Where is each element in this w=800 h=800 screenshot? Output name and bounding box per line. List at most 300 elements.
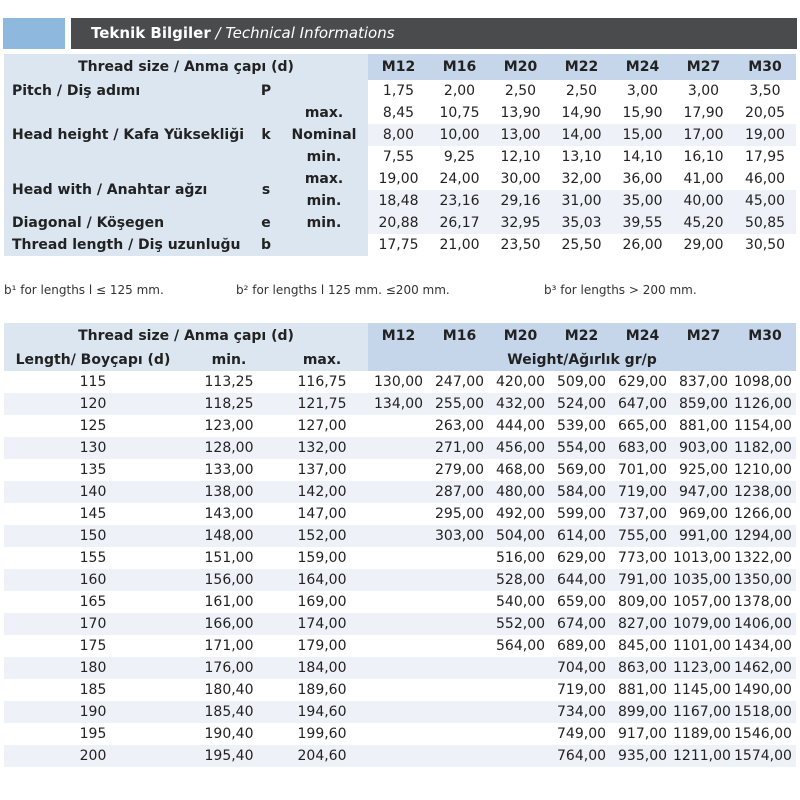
weight-cell: 524,00 [551,393,612,415]
weight-cell [429,635,490,657]
technical-table [4,54,796,256]
max-cell: 142,00 [276,481,368,503]
length-cell: 195 [4,723,182,745]
thread-length-row [4,234,796,256]
length-cell: 150 [4,525,182,547]
max-cell: 116,75 [276,371,368,393]
weight-cell: 704,00 [551,657,612,679]
head-height-symbol: k [252,102,280,168]
value-cell: 14,90 [551,102,612,124]
header-row [4,323,796,349]
min-cell: 156,00 [182,569,276,591]
weight-cell [368,657,429,679]
max-cell: 169,00 [276,591,368,613]
weight-row [4,635,796,657]
weight-row [4,393,796,415]
weight-cell: 719,00 [612,481,673,503]
value-cell: 2,00 [429,80,490,102]
weight-cell [368,679,429,701]
weight-row [4,459,796,481]
weight-cell: 614,00 [551,525,612,547]
min-cell: 166,00 [182,613,276,635]
size-header-m16: M16 [429,323,490,349]
size-header-m22: M22 [551,54,612,80]
value-cell: 46,00 [734,168,796,190]
footnote-b3: b³ for lengths > 200 mm. [544,283,697,297]
value-cell: 12,10 [490,146,551,168]
value-cell: 14,00 [551,124,612,146]
value-cell: 23,16 [429,190,490,212]
weight-cell: 837,00 [673,371,734,393]
size-header-m30: M30 [734,54,796,80]
weight-cell: 271,00 [429,437,490,459]
diagonal-symbol: e [252,212,280,234]
max-cell: 174,00 [276,613,368,635]
footnotes [4,283,796,301]
length-cell: 200 [4,745,182,767]
value-cell: 26,00 [612,234,673,256]
weight-cell: 1238,00 [734,481,796,503]
header-title-en: Technical Informations [225,24,395,42]
min-cell: 143,00 [182,503,276,525]
weight-cell [368,701,429,723]
header-title-tr: Teknik Bilgiler [91,24,211,42]
weight-cell: 644,00 [551,569,612,591]
length-cell: 135 [4,459,182,481]
weight-cell: 1154,00 [734,415,796,437]
weight-cell [368,569,429,591]
weight-cell: 1574,00 [734,745,796,767]
size-header-m24: M24 [612,54,673,80]
value-cell: 16,10 [673,146,734,168]
size-header-m12: M12 [368,323,429,349]
weight-row [4,701,796,723]
weight-cell: 1167,00 [673,701,734,723]
value-cell: 45,00 [734,190,796,212]
value-cell: 15,00 [612,124,673,146]
value-cell: 15,90 [612,102,673,124]
weight-cell: 1462,00 [734,657,796,679]
weight-cell: 881,00 [673,415,734,437]
value-cell: 39,55 [612,212,673,234]
max-cell: 137,00 [276,459,368,481]
weight-cell: 969,00 [673,503,734,525]
weight-cell [368,459,429,481]
qualifier-cell: max. [280,102,368,124]
value-cell: 26,17 [429,212,490,234]
value-cell: 3,00 [673,80,734,102]
weight-cell: 749,00 [551,723,612,745]
weight-cell: 629,00 [612,371,673,393]
max-cell: 159,00 [276,547,368,569]
weight-cell: 917,00 [612,723,673,745]
thread-length-label: Thread length / Diş uzunluğu [4,234,252,256]
weight-row [4,679,796,701]
weight-cell [368,723,429,745]
size-header-m27: M27 [673,323,734,349]
min-cell: 190,40 [182,723,276,745]
max-cell: 199,60 [276,723,368,745]
weight-cell: 791,00 [612,569,673,591]
size-header-m22: M22 [551,323,612,349]
header-title: Teknik Bilgiler / Technical Informations [71,18,797,49]
max-cell: 152,00 [276,525,368,547]
weight-cell [490,657,551,679]
weight-cell: 809,00 [612,591,673,613]
qualifier-cell [280,80,368,102]
length-cell: 125 [4,415,182,437]
length-cell: 115 [4,371,182,393]
weight-cell: 647,00 [612,393,673,415]
max-cell: 184,00 [276,657,368,679]
weight-cell: 737,00 [612,503,673,525]
length-cell: 155 [4,547,182,569]
weight-cell: 552,00 [490,613,551,635]
weight-cell: 564,00 [490,635,551,657]
weight-cell: 1057,00 [673,591,734,613]
value-cell: 20,05 [734,102,796,124]
value-cell: 29,00 [673,234,734,256]
weight-cell [368,635,429,657]
value-cell: 30,00 [490,168,551,190]
weight-cell: 456,00 [490,437,551,459]
min-cell: 151,00 [182,547,276,569]
length-cell: 165 [4,591,182,613]
weight-cell [429,701,490,723]
weight-cell: 1490,00 [734,679,796,701]
weight-label: Weight/Ağırlık gr/p [368,349,796,371]
weight-row [4,591,796,613]
weight-cell: 504,00 [490,525,551,547]
weight-cell: 1035,00 [673,569,734,591]
value-cell: 35,03 [551,212,612,234]
weight-cell: 584,00 [551,481,612,503]
weight-cell: 432,00 [490,393,551,415]
weight-cell: 255,00 [429,393,490,415]
weight-cell [429,745,490,767]
thread-size-label: Thread size / Anma çapı (d) [4,54,368,80]
weight-cell: 554,00 [551,437,612,459]
head-height-row [4,102,796,124]
size-header-m12: M12 [368,54,429,80]
weight-cell [368,503,429,525]
value-cell: 35,00 [612,190,673,212]
pitch-row [4,80,796,102]
weight-cell: 263,00 [429,415,490,437]
value-cell: 13,10 [551,146,612,168]
value-cell: 30,50 [734,234,796,256]
value-cell: 24,00 [429,168,490,190]
max-cell: 132,00 [276,437,368,459]
min-cell: 176,00 [182,657,276,679]
weight-cell: 1350,00 [734,569,796,591]
min-cell: 128,00 [182,437,276,459]
weight-cell: 509,00 [551,371,612,393]
length-cell: 185 [4,679,182,701]
value-cell: 7,55 [368,146,429,168]
min-cell: 148,00 [182,525,276,547]
section-header [3,18,797,49]
weight-cell: 279,00 [429,459,490,481]
weight-cell: 1266,00 [734,503,796,525]
value-cell: 3,50 [734,80,796,102]
max-cell: 147,00 [276,503,368,525]
weight-cell: 130,00 [368,371,429,393]
weight-cell: 899,00 [612,701,673,723]
weight-cell: 903,00 [673,437,734,459]
min-cell: 180,40 [182,679,276,701]
diagonal-label: Diagonal / Köşegen [4,212,252,234]
value-cell: 19,00 [734,124,796,146]
min-cell: 133,00 [182,459,276,481]
weight-row [4,723,796,745]
weight-cell: 468,00 [490,459,551,481]
footnote-b1: b¹ for lengths l ≤ 125 mm. [4,283,164,297]
min-cell: 161,00 [182,591,276,613]
weight-cell [490,745,551,767]
weight-cell: 1294,00 [734,525,796,547]
weight-cell: 863,00 [612,657,673,679]
weight-cell: 1126,00 [734,393,796,415]
weight-cell: 947,00 [673,481,734,503]
weight-cell: 134,00 [368,393,429,415]
pitch-label: Pitch / Diş adımı [4,80,252,102]
weight-cell [368,745,429,767]
length-label: Length/ Boyçapı (d) [4,349,182,371]
length-cell: 140 [4,481,182,503]
max-cell: 194,60 [276,701,368,723]
length-cell: 175 [4,635,182,657]
weight-cell: 1013,00 [673,547,734,569]
value-cell: 8,00 [368,124,429,146]
subheader-row [4,349,796,371]
max-cell: 204,60 [276,745,368,767]
weight-cell [368,591,429,613]
weight-cell [490,679,551,701]
weight-cell: 528,00 [490,569,551,591]
weight-cell: 881,00 [612,679,673,701]
min-cell: 185,40 [182,701,276,723]
value-cell: 21,00 [429,234,490,256]
weight-cell: 683,00 [612,437,673,459]
weight-cell: 1211,00 [673,745,734,767]
value-cell: 13,00 [490,124,551,146]
weight-cell: 1145,00 [673,679,734,701]
weight-cell: 492,00 [490,503,551,525]
max-cell: 121,75 [276,393,368,415]
footnote-b2: b² for lengths l 125 mm. ≤200 mm. [236,283,450,297]
min-cell: 138,00 [182,481,276,503]
weight-table [4,323,796,767]
weight-cell: 629,00 [551,547,612,569]
length-cell: 180 [4,657,182,679]
weight-cell: 599,00 [551,503,612,525]
qualifier-cell: min. [280,212,368,234]
weight-cell: 1322,00 [734,547,796,569]
diagonal-row [4,212,796,234]
qualifier-cell: Nominal [280,124,368,146]
value-cell: 40,00 [673,190,734,212]
weight-cell: 1546,00 [734,723,796,745]
weight-row [4,547,796,569]
weight-cell: 734,00 [551,701,612,723]
min-cell: 171,00 [182,635,276,657]
weight-cell [368,613,429,635]
weight-cell: 540,00 [490,591,551,613]
weight-cell: 1189,00 [673,723,734,745]
value-cell: 18,48 [368,190,429,212]
length-cell: 120 [4,393,182,415]
value-cell: 17,95 [734,146,796,168]
value-cell: 36,00 [612,168,673,190]
weight-cell: 1098,00 [734,371,796,393]
size-header-m16: M16 [429,54,490,80]
weight-cell: 764,00 [551,745,612,767]
weight-cell: 1518,00 [734,701,796,723]
min-cell: 195,40 [182,745,276,767]
weight-cell: 1406,00 [734,613,796,635]
weight-cell [490,723,551,745]
length-cell: 145 [4,503,182,525]
weight-row [4,745,796,767]
thread-size-label: Thread size / Anma çapı (d) [4,323,368,349]
weight-cell: 539,00 [551,415,612,437]
weight-cell: 689,00 [551,635,612,657]
weight-cell: 1079,00 [673,613,734,635]
weight-cell: 516,00 [490,547,551,569]
value-cell: 17,75 [368,234,429,256]
weight-cell: 1101,00 [673,635,734,657]
weight-cell [368,481,429,503]
value-cell: 41,00 [673,168,734,190]
weight-cell: 303,00 [429,525,490,547]
weight-row [4,613,796,635]
length-cell: 190 [4,701,182,723]
weight-row [4,525,796,547]
weight-cell: 420,00 [490,371,551,393]
weight-cell: 925,00 [673,459,734,481]
length-cell: 170 [4,613,182,635]
value-cell: 20,88 [368,212,429,234]
value-cell: 10,00 [429,124,490,146]
size-header-m20: M20 [490,323,551,349]
weight-cell: 773,00 [612,547,673,569]
weight-cell: 1210,00 [734,459,796,481]
max-cell: 164,00 [276,569,368,591]
weight-cell [429,679,490,701]
weight-cell [429,613,490,635]
head-width-row [4,168,796,190]
max-cell: 189,60 [276,679,368,701]
weight-row [4,503,796,525]
size-header-m27: M27 [673,54,734,80]
max-label: max. [276,349,368,371]
weight-row [4,569,796,591]
min-cell: 113,25 [182,371,276,393]
weight-cell: 1123,00 [673,657,734,679]
length-cell: 160 [4,569,182,591]
thread-length-symbol: b [252,234,280,256]
weight-cell: 845,00 [612,635,673,657]
weight-cell [429,591,490,613]
size-header-m30: M30 [734,323,796,349]
weight-row [4,415,796,437]
weight-cell: 674,00 [551,613,612,635]
value-cell: 10,75 [429,102,490,124]
length-cell: 130 [4,437,182,459]
value-cell: 50,85 [734,212,796,234]
value-cell: 32,95 [490,212,551,234]
min-label: min. [182,349,276,371]
weight-cell [368,547,429,569]
weight-cell [429,657,490,679]
min-cell: 118,25 [182,393,276,415]
weight-cell: 444,00 [490,415,551,437]
weight-row [4,481,796,503]
weight-cell: 287,00 [429,481,490,503]
value-cell: 17,90 [673,102,734,124]
head-height-label: Head height / Kafa Yüksekliği [4,102,252,168]
head-width-symbol: s [252,168,280,212]
value-cell: 31,00 [551,190,612,212]
weight-cell [429,569,490,591]
value-cell: 2,50 [490,80,551,102]
weight-cell [368,415,429,437]
weight-cell: 1378,00 [734,591,796,613]
value-cell: 9,25 [429,146,490,168]
weight-cell: 991,00 [673,525,734,547]
weight-cell: 701,00 [612,459,673,481]
value-cell: 17,00 [673,124,734,146]
weight-cell [429,547,490,569]
weight-cell: 1434,00 [734,635,796,657]
value-cell: 32,00 [551,168,612,190]
value-cell: 1,75 [368,80,429,102]
weight-cell [429,723,490,745]
weight-cell: 1182,00 [734,437,796,459]
weight-cell: 827,00 [612,613,673,635]
weight-cell: 295,00 [429,503,490,525]
weight-cell: 480,00 [490,481,551,503]
weight-cell: 719,00 [551,679,612,701]
weight-cell: 935,00 [612,745,673,767]
weight-cell [368,525,429,547]
max-cell: 179,00 [276,635,368,657]
weight-row [4,657,796,679]
value-cell: 29,16 [490,190,551,212]
weight-cell [368,437,429,459]
weight-cell: 665,00 [612,415,673,437]
weight-row [4,437,796,459]
qualifier-cell: min. [280,146,368,168]
size-header-m24: M24 [612,323,673,349]
value-cell: 13,90 [490,102,551,124]
weight-cell: 659,00 [551,591,612,613]
weight-cell: 859,00 [673,393,734,415]
weight-cell: 569,00 [551,459,612,481]
qualifier-cell: min. [280,190,368,212]
value-cell: 8,45 [368,102,429,124]
header-row [4,54,796,80]
pitch-symbol: P [252,80,280,102]
weight-cell [490,701,551,723]
value-cell: 14,10 [612,146,673,168]
qualifier-cell [280,234,368,256]
value-cell: 25,50 [551,234,612,256]
weight-cell: 755,00 [612,525,673,547]
value-cell: 19,00 [368,168,429,190]
value-cell: 45,20 [673,212,734,234]
